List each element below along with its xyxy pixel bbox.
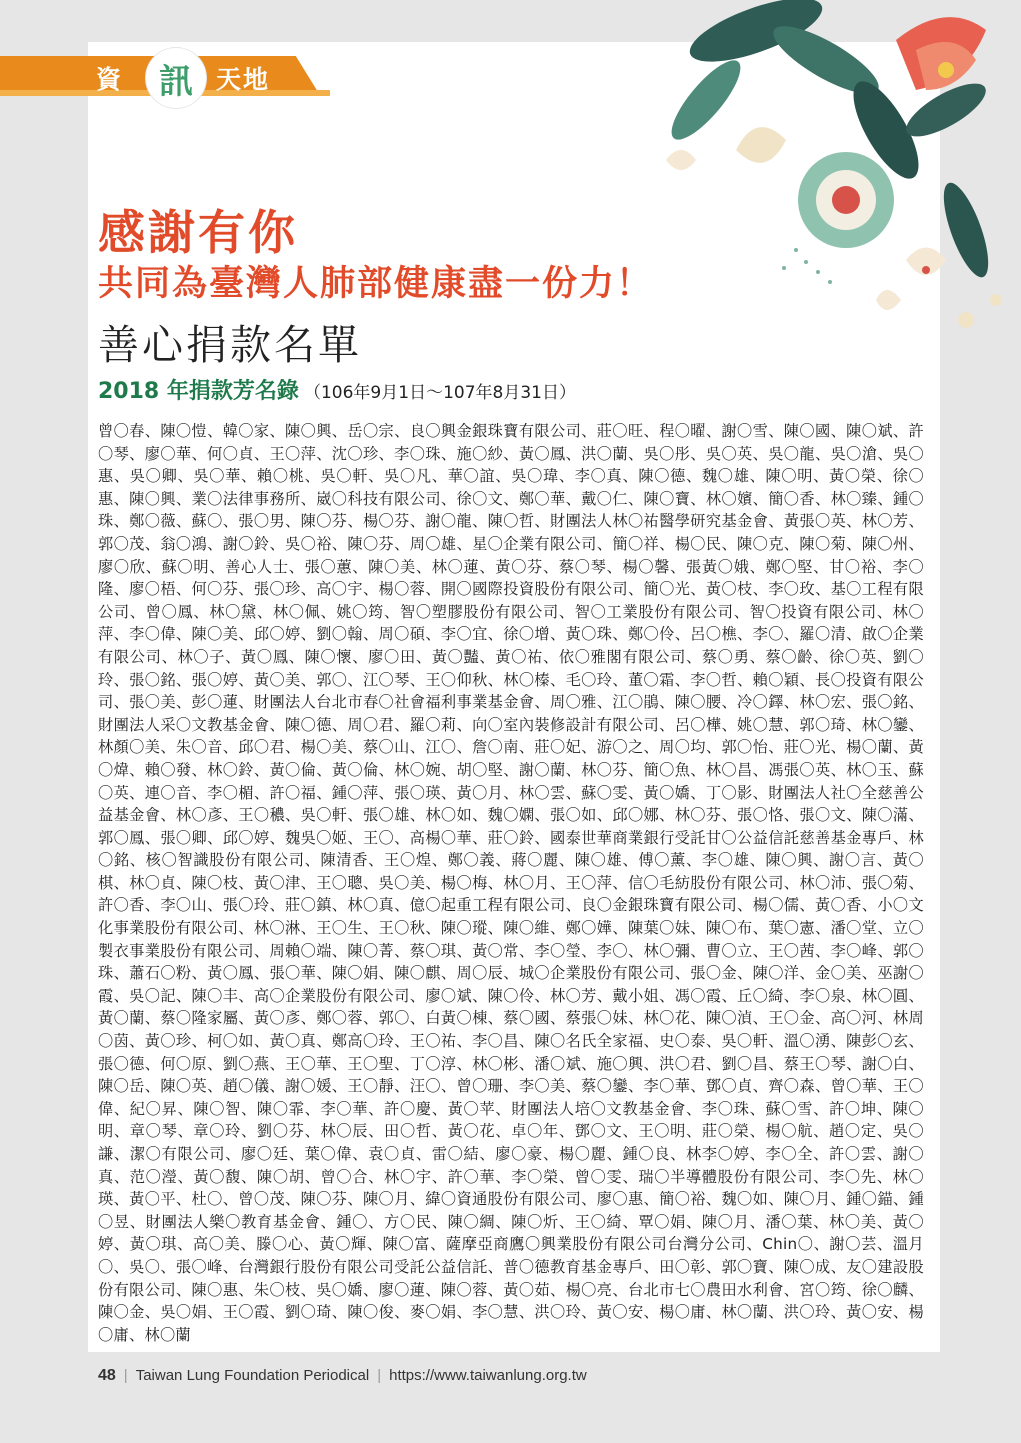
footer-separator: |: [377, 1367, 382, 1384]
list-heading: 善心捐款名單: [98, 321, 362, 369]
page-footer: [98, 1367, 587, 1385]
main-subtitle: 共同為臺灣人肺部健康盡一份力！: [98, 264, 654, 304]
page-number: 48: [98, 1367, 116, 1384]
donor-list: 曾〇春、陳〇愷、韓〇家、陳〇興、岳〇宗、良〇興金銀珠寶有限公司、莊〇旺、程〇曜、謝〇雪、陳〇國、陳〇斌、許〇琴、廖〇華、何〇貞、王〇萍、沈〇珍、李〇珠、施〇紗、黃〇鳳、洪〇蘭、吳〇彤、吳〇英、吳〇龍、吳〇滄、吳〇惠、吳〇卿、吳〇華、賴〇桃、吳〇軒、吳〇凡、華〇誼、吳〇瑋、李〇真、陳〇德、魏〇雄、陳〇明、黃〇榮、徐〇惠、陳〇興、業〇法律事務所、崴〇科技有限公司、徐〇文、鄭〇華、戴〇仁、陳〇寶、林〇嬪、簡〇香、林〇臻、鍾〇珠、鄭〇薇、蘇〇、張〇男、陳〇芬、楊〇芬、謝〇龍、陳〇哲、財團法人林〇祐醫學研究基金會、黃張〇英、林〇芳、郭〇茂、翁〇鴻、謝〇鈴、吳〇裕、陳〇芬、周〇雄、星〇企業有限公司、簡〇祥、楊〇民、陳〇克、陳〇菊、陳〇州、廖〇欣、蘇〇明、善心人士、張〇蕙、陳〇美、林〇蓮、黃〇芬、蔡〇琴、楊〇馨、張黃〇娥、鄭〇堅、甘〇裕、李〇隆、廖〇梧、何〇芬、張〇珍、高〇宇、楊〇蓉、開〇國際投資股份有限公司、簡〇光、黃〇枝、李〇玫、基〇工程有限公司、曾〇鳳、林〇黛、林〇佩、姚〇筠、智〇塑膠股份有限公司、智〇工業股份有限公司、智〇投資有限公司、林〇萍、李〇偉、陳〇美、邱〇婷、劉〇翰、周〇碩、李〇宜、徐〇增、黃〇珠、鄭〇伶、呂〇樵、李〇、羅〇清、啟〇企業有限公司、林〇子、黃〇鳳、陳〇懷、廖〇田、黃〇豔、黃〇祐、依〇雅閣有限公司、蔡〇勇、蔡〇齡、徐〇英、劉〇玲、張〇銘、張〇婷、黃〇美、郭〇、江〇琴、王〇仰秋、林〇榛、毛〇玲、董〇霜、李〇哲、賴〇穎、長〇投資有限公司、張〇美、彭〇蓮、財團法人台北市春〇社會福利事業基金會、周〇雅、江〇鵑、陳〇腰、冷〇鐸、林〇宏、張〇銘、財團法人采〇文教基金會、陳〇德、周〇君、羅〇莉、向〇室內裝修設計有限公司、呂〇樺、姚〇慧、郭〇琦、林〇鑾、林顏〇美、朱〇音、邱〇君、楊〇美、蔡〇山、江〇、詹〇南、莊〇妃、游〇之、周〇均、郭〇怡、莊〇光、楊〇蘭、黃〇煒、賴〇發、林〇鈴、黃〇倫、黃〇倫、林〇婉、胡〇堅、謝〇蘭、林〇芬、簡〇魚、林〇昌、馮張〇英、林〇玉、蘇〇英、連〇音、李〇楣、許〇福、鍾〇萍、張〇瑛、黃〇月、林〇雲、蘇〇雯、黃〇嬌、丁〇影、財團法人社〇全慈善公益基金會、林〇彥、王〇穠、吳〇軒、張〇雄、林〇如、魏〇嫻、張〇如、邱〇娜、林〇芬、張〇恪、張〇文、陳〇滿、郭〇鳳、張〇卿、邱〇婷、魏吳〇姬、王〇、高楊〇華、莊〇鈴、國泰世華商業銀行受託甘〇公益信託慈善基金專戶、林〇銘、核〇智識股份有限公司、陳清香、王〇煌、鄭〇義、蔣〇麗、陳〇雄、傅〇薰、李〇雄、陳〇興、謝〇言、黃〇棋、林〇貞、陳〇枝、黃〇津、王〇聰、吳〇美、楊〇梅、林〇月、王〇萍、信〇毛紡股份有限公司、林〇沛、張〇菊、許〇香、李〇山、張〇玲、莊〇鎮、林〇真、億〇起重工程有限公司、良〇金銀珠寶有限公司、楊〇儒、黃〇香、小〇文化事業股份有限公司、林〇淋、王〇生、王〇秋、陳〇瑽、陳〇維、鄭〇嬅、陳葉〇妹、陳〇布、葉〇憲、潘〇堂、立〇製衣事業股份有限公司、周賴〇端、陳〇菁、蔡〇琪、黃〇常、李〇瑩、李〇、林〇彌、曹〇立、王〇茜、李〇峰、郭〇珠、蕭石〇粉、黃〇鳳、張〇華、陳〇娟、陳〇麒、周〇辰、城〇企業股份有限公司、張〇金、陳〇洋、金〇美、巫謝〇霞、吳〇記、陳〇丰、高〇企業股份有限公司、廖〇斌、陳〇伶、林〇芳、戴小姐、馮〇霞、丘〇綺、李〇泉、林〇圓、黃〇蘭、蔡〇隆家屬、黃〇彥、鄭〇蓉、郭〇、白黃〇棟、蔡〇國、蔡張〇妹、林〇花、陳〇湞、王〇金、高〇河、林周〇茵、黃〇珍、柯〇如、黃〇真、鄭高〇玲、王〇祐、李〇昌、陳〇名氏全家福、史〇泰、吳〇軒、溫〇湧、陳彭〇玄、張〇德、何〇原、劉〇燕、王〇華、王〇聖、丁〇淳、林〇彬、潘〇斌、施〇興、洪〇君、劉〇昌、蔡王〇琴、謝〇白、陳〇岳、陳〇英、趙〇儀、謝〇媛、王〇靜、汪〇、曾〇珊、李〇美、蔡〇鑾、李〇華、鄧〇貞、齊〇森、曾〇華、王〇偉、紀〇昇、陳〇智、陳〇霏、李〇華、許〇慶、黃〇苹、財團法人培〇文教基金會、李〇珠、蘇〇雪、許〇坤、陳〇明、章〇琴、章〇玲、劉〇芬、林〇辰、田〇哲、黃〇花、卓〇年、鄧〇文、王〇明、莊〇榮、楊〇航、趙〇定、吳〇謙、潔〇有限公司、廖〇廷、葉〇偉、袁〇貞、雷〇結、廖〇豪、楊〇麗、鍾〇良、林李〇婷、李〇全、許〇雲、謝〇真、范〇瀅、黃〇馥、陳〇胡、曾〇合、林〇宇、許〇華、李〇榮、曾〇雯、瑞〇半導體股份有限公司、李〇先、林〇瑛、黃〇平、杜〇、曾〇茂、陳〇芬、陳〇月、緯〇資通股份有限公司、廖〇惠、簡〇裕、魏〇如、陳〇月、鍾〇錨、鍾〇昱、財團法人樂〇教育基金會、鍾〇、方〇民、陳〇綢、陳〇炘、王〇綺、覃〇娟、陳〇月、潘〇葉、林〇美、黃〇婷、黃〇琪、高〇美、滕〇心、黃〇輝、陳〇富、薩摩亞商鷹〇興業股份有限公司台灣分公司、Chin〇、謝〇芸、溫月〇、吳〇、張〇峰、台灣銀行股份有限公司受託公益信託、普〇德教育基金專戶、田〇彰、郭〇寶、陳〇成、友〇建設股份有限公司、陳〇惠、朱〇枝、吳〇嬌、廖〇蓮、陳〇蓉、黃〇茹、楊〇亮、台北市七〇農田水利會、宮〇筠、徐〇麟、陳〇金、吳〇娟、王〇霞、劉〇琦、陳〇俊、麥〇娟、李〇慧、洪〇玲、黃〇安、楊〇庸、林〇蘭、洪〇玲、黃〇安、楊〇庸、林〇蘭: [98, 422, 924, 1344]
banner-circle: [146, 48, 206, 108]
donation-year-heading: [98, 374, 576, 405]
main-title: 感謝有你: [98, 206, 298, 261]
banner-char-3: 天地: [216, 65, 271, 94]
section-banner: [0, 42, 338, 104]
floral-decoration: [586, 0, 1021, 370]
banner-char-2: 訊: [159, 61, 193, 102]
website-url: https://www.taiwanlung.org.tw: [389, 1367, 587, 1384]
periodical-name: Taiwan Lung Foundation Periodical: [135, 1367, 370, 1384]
donation-year-title: 2018 年捐款芳名錄: [98, 379, 299, 404]
banner-char-1: 資: [96, 65, 124, 94]
footer-separator: |: [123, 1367, 128, 1384]
donation-date-range: （106年9月1日～107年8月31日）: [303, 383, 576, 403]
